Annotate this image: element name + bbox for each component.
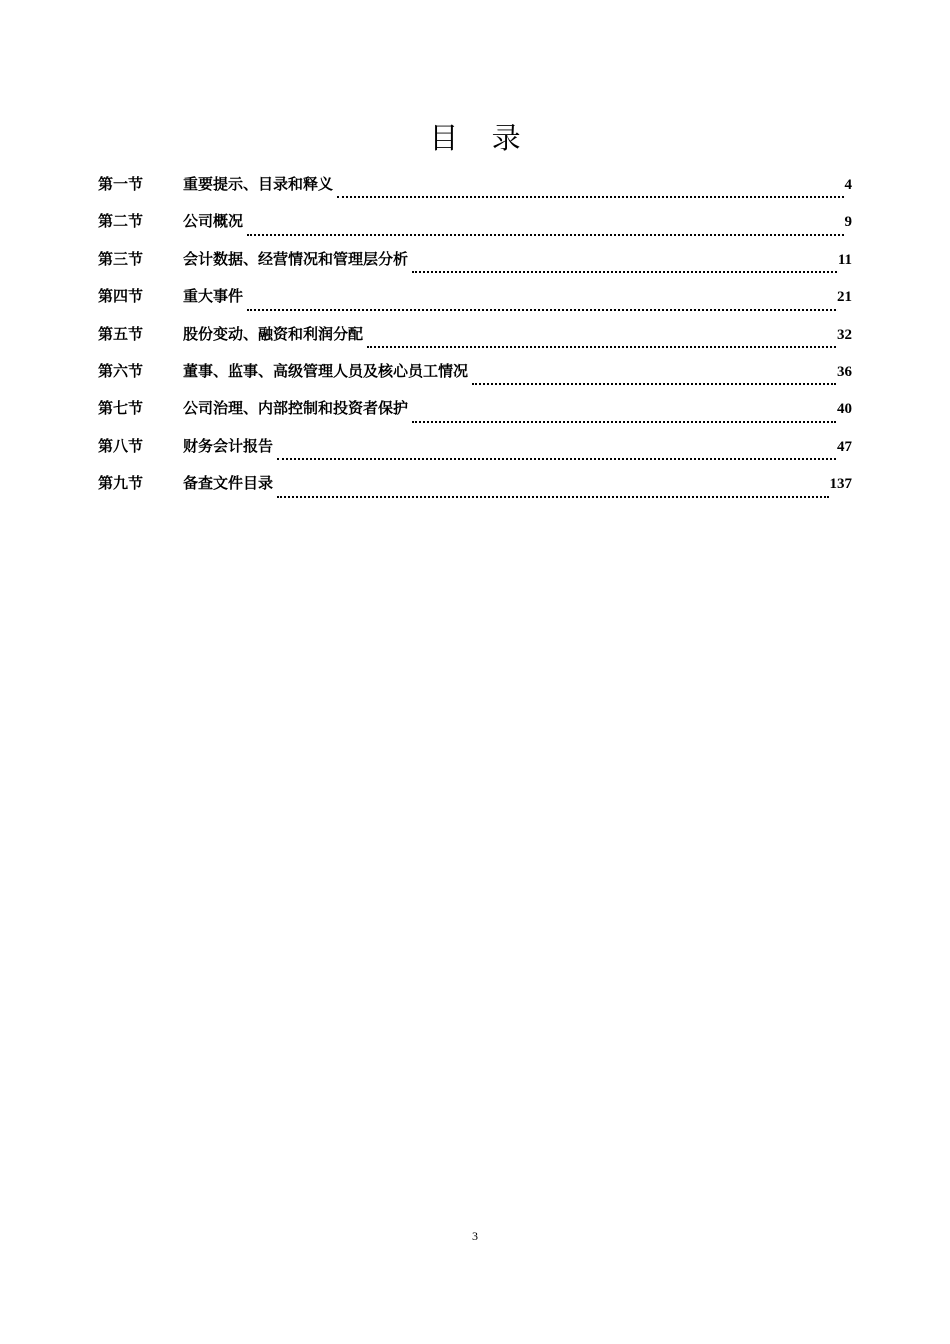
toc-entry-title: 公司治理、内部控制和投资者保护 [183, 399, 409, 418]
toc-section-label: 第一节 [98, 175, 144, 193]
toc-dot-leader [472, 383, 836, 385]
toc-entry[interactable] [98, 283, 852, 320]
toc-page-number: 21 [837, 289, 852, 306]
toc-entry[interactable] [98, 321, 852, 358]
toc-dot-leader [247, 234, 843, 236]
toc-entry[interactable] [98, 208, 852, 245]
toc-section-label: 第八节 [98, 436, 144, 455]
toc-page-number: 32 [837, 326, 852, 343]
toc-section-label: 第五节 [98, 324, 144, 343]
toc-section-label: 第二节 [98, 212, 144, 231]
page-footer-number: 3 [472, 1229, 478, 1243]
toc-dot-leader [337, 196, 843, 198]
toc-section-label: 第七节 [98, 399, 144, 418]
toc-section-label: 第四节 [98, 287, 144, 306]
toc-entry[interactable] [98, 433, 852, 470]
toc-entry-title: 股份变动、融资和利润分配 [183, 324, 364, 343]
toc-page-number: 47 [837, 438, 852, 455]
toc-page-number: 11 [837, 251, 852, 268]
toc-dot-leader [367, 346, 836, 348]
toc-entry-title: 会计数据、经营情况和管理层分析 [183, 249, 409, 268]
toc-dot-leader [277, 496, 828, 498]
toc-entry[interactable] [98, 171, 852, 208]
toc-page-number: 4 [844, 177, 852, 193]
toc-entry-title: 公司概况 [183, 212, 244, 231]
toc-page-number: 9 [844, 214, 852, 231]
toc-page-number: 36 [837, 363, 852, 380]
toc-entry-title: 重要提示、目录和释义 [183, 175, 334, 193]
page-title: 目 录 [429, 121, 533, 155]
toc-entry-title: 财务会计报告 [183, 436, 274, 455]
toc-section-label: 第六节 [98, 361, 144, 380]
toc-entry[interactable] [98, 358, 852, 395]
toc-entry-title: 备查文件目录 [183, 474, 274, 493]
toc-section-label: 第三节 [98, 249, 144, 268]
table-of-contents [98, 171, 852, 508]
toc-entry-title: 重大事件 [183, 287, 244, 306]
toc-entry-title: 董事、监事、高级管理人员及核心员工情况 [183, 361, 469, 380]
toc-dot-leader [247, 309, 836, 311]
toc-dot-leader [412, 421, 836, 423]
toc-page-number: 40 [837, 401, 852, 418]
toc-section-label: 第九节 [98, 474, 144, 493]
toc-entry[interactable] [98, 470, 852, 507]
toc-dot-leader [412, 271, 837, 273]
toc-page-number: 137 [829, 476, 852, 493]
toc-entry[interactable] [98, 395, 852, 432]
toc-dot-leader [277, 458, 836, 460]
toc-entry[interactable] [98, 246, 852, 283]
